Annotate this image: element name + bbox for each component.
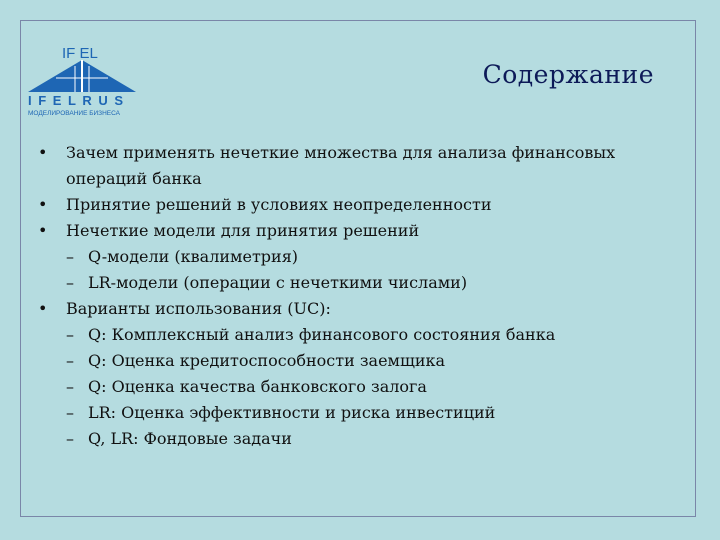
bullet-item: • Варианты использования (UC): — [26, 296, 676, 322]
sub-bullet-item: – Q, LR: Фондовые задачи — [26, 426, 676, 452]
sub-bullet-item: – Q: Оценка качества банковского залога — [26, 374, 676, 400]
bullet-item: • Нечеткие модели для принятия решений — [26, 218, 676, 244]
sub-bullet-item: – LR-модели (операции с нечеткими числами) — [26, 270, 676, 296]
slide-title: Содержание — [482, 60, 654, 89]
bullet-text-line1: • Зачем применять нечеткие множества для анализа финансовых — [66, 143, 616, 162]
sub-bullet-item: – Q: Оценка кредитоспособности заемщика — [26, 348, 676, 374]
logo-tagline: МОДЕЛИРОВАНИЕ БИЗНЕСА — [28, 110, 120, 117]
bullet-text-line2: операций банка — [66, 169, 202, 188]
slide-content — [26, 140, 676, 452]
sub-bullet-item: – Q-модели (квалиметрия) — [26, 244, 676, 270]
bullet-item: • Принятие решений в условиях неопределенности — [26, 192, 676, 218]
ifel-rus-logo — [26, 40, 138, 118]
bullet-item — [26, 140, 676, 192]
ifel-rus-logo-graphic — [26, 40, 138, 118]
sub-bullet-item: – LR: Оценка эффективности и риска инвестиций — [26, 400, 676, 426]
logo-main-text: I F E L R U S — [28, 93, 125, 108]
logo-top-text: IF EL — [62, 45, 98, 62]
bullet-list — [26, 140, 676, 452]
sub-bullet-item: – Q: Комплексный анализ финансового состояния банка — [26, 322, 676, 348]
